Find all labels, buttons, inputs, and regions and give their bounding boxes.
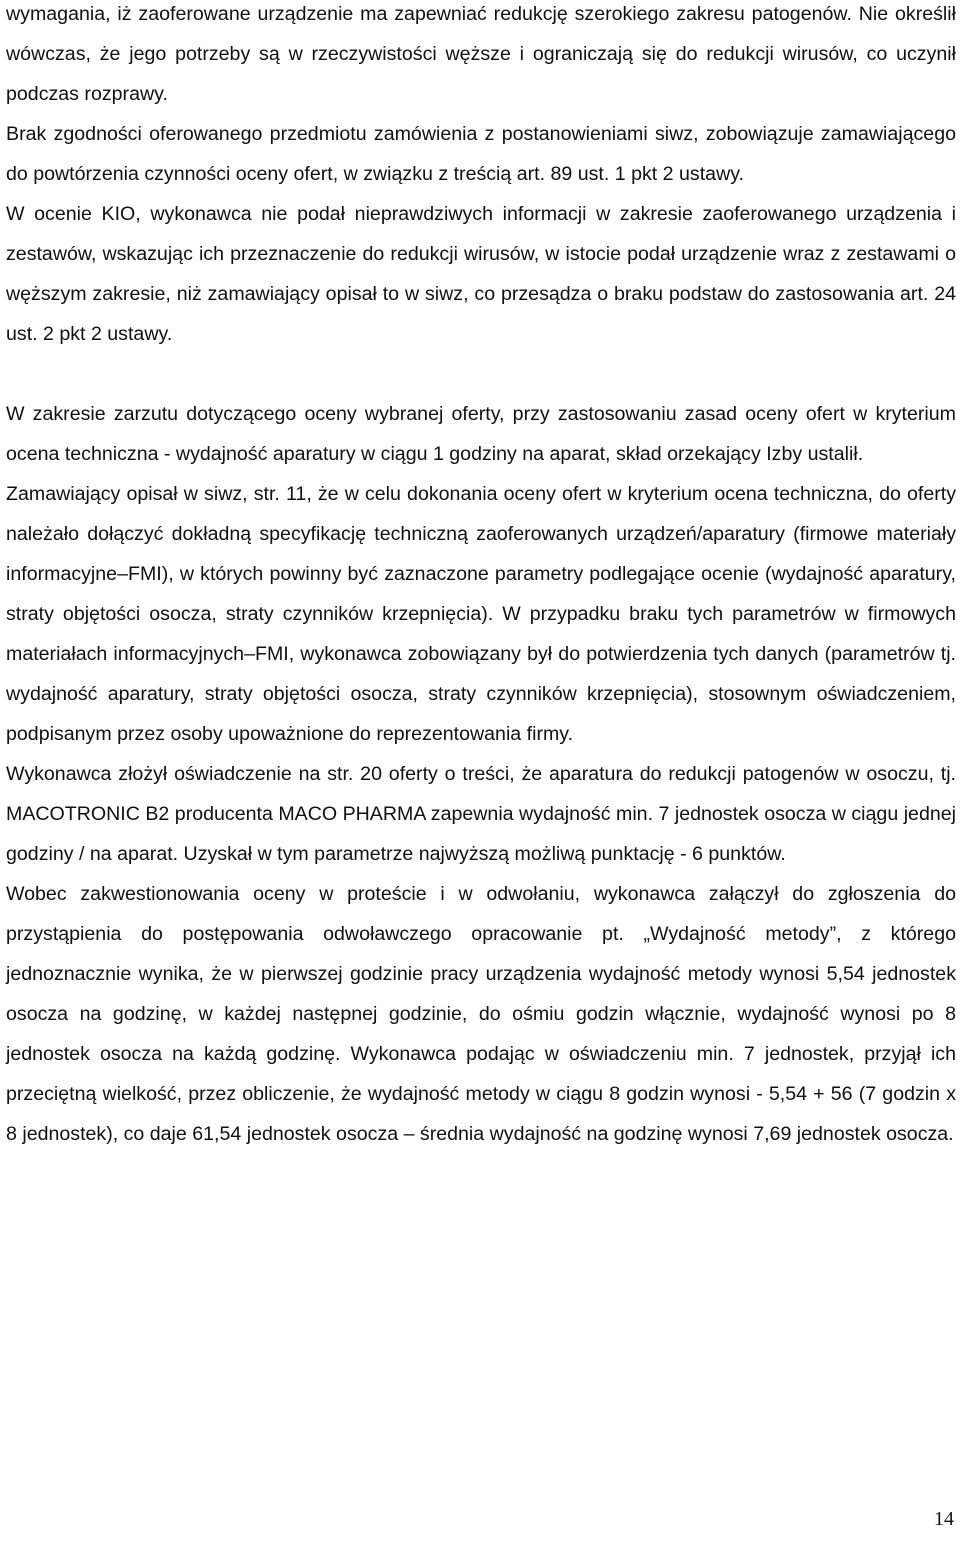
paragraph: Wykonawca złożył oświadczenie na str. 20 oferty o treści, że aparatura do redukcji patogenów w osoczu, tj. MACOTRONIC B2 producenta MACO PHARMA zapewnia wydajność min. 7 jednostek osocza w ciągu jednej godziny / na aparat. Uzyskał w tym parametrze najwyższą możliwą punktację - 6 punktów. [6,763,956,865]
paragraph: Brak zgodności oferowanego przedmiotu zamówienia z postanowieniami siwz, zobowiązuje zamawiającego do powtórzenia czynności oceny ofert, w związku z treścią art. 89 ust. 1 pkt 2 ustawy. [6,123,956,185]
paragraph: wymagania, iż zaoferowane urządzenie ma zapewniać redukcję szerokiego zakresu patogenów. Nie określił wówczas, że jego potrzeby są w rzeczywistości węższe i ograniczają się do redukcji wirusów, co uczynił podczas rozprawy. [6,3,956,105]
paragraph-spacer [6,354,956,394]
page-number: 14 [934,1508,954,1530]
paragraph: W zakresie zarzutu dotyczącego oceny wybranej oferty, przy zastosowaniu zasad oceny ofert w kryterium ocena techniczna - wydajność aparatury w ciągu 1 godziny na aparat, skład orzekający Izby ustalił. [6,403,956,465]
document-body [6,0,956,1154]
paragraph: Zamawiający opisał w siwz, str. 11, że w celu dokonania oceny ofert w kryterium ocena techniczna, do oferty należało dołączyć dokładną specyfikację techniczną zaoferowanych urządzeń/aparatury (firmowe materiały informacyjne–FMI), w których powinny być zaznaczone parametry podlegające ocenie (wydajność aparatury, straty objętości osocza, straty czynników krzepnięcia). W przypadku braku tych parametrów w firmowych materiałach informacyjnych–FMI, wykonawca zobowiązany był do potwierdzenia tych danych (parametrów tj. wydajność aparatury, straty objętości osocza, straty czynników krzepnięcia), stosownym oświadczeniem, podpisanym przez osoby upoważnione do reprezentowania firmy. [6,483,956,745]
paragraph: Wobec zakwestionowania oceny w proteście i w odwołaniu, wykonawca załączył do zgłoszenia do przystąpienia do postępowania odwoławczego opracowanie pt. „Wydajność metody”, z którego jednoznacznie wynika, że w pierwszej godzinie pracy urządzenia wydajność metody wynosi 5,54 jednostek osocza na godzinę, w każdej następnej godzinie, do ośmiu godzin włącznie, wydajność wynosi po 8 jednostek osocza na każdą godzinę. Wykonawca podając w oświadczeniu min. 7 jednostek, przyjął ich przeciętną wielkość, przez obliczenie, że wydajność metody w ciągu 8 godzin wynosi - 5,54 + 56 (7 godzin x 8 jednostek), co daje 61,54 jednostek osocza – średnia wydajność na godzinę wynosi 7,69 jednostek osocza. [6,883,956,1145]
paragraph: W ocenie KIO, wykonawca nie podał nieprawdziwych informacji w zakresie zaoferowanego urządzenia i zestawów, wskazując ich przeznaczenie do redukcji wirusów, w istocie podał urządzenie wraz z zestawami o węższym zakresie, niż zamawiający opisał to w siwz, co przesądza o braku podstaw do zastosowania art. 24 ust. 2 pkt 2 ustawy. [6,203,956,345]
